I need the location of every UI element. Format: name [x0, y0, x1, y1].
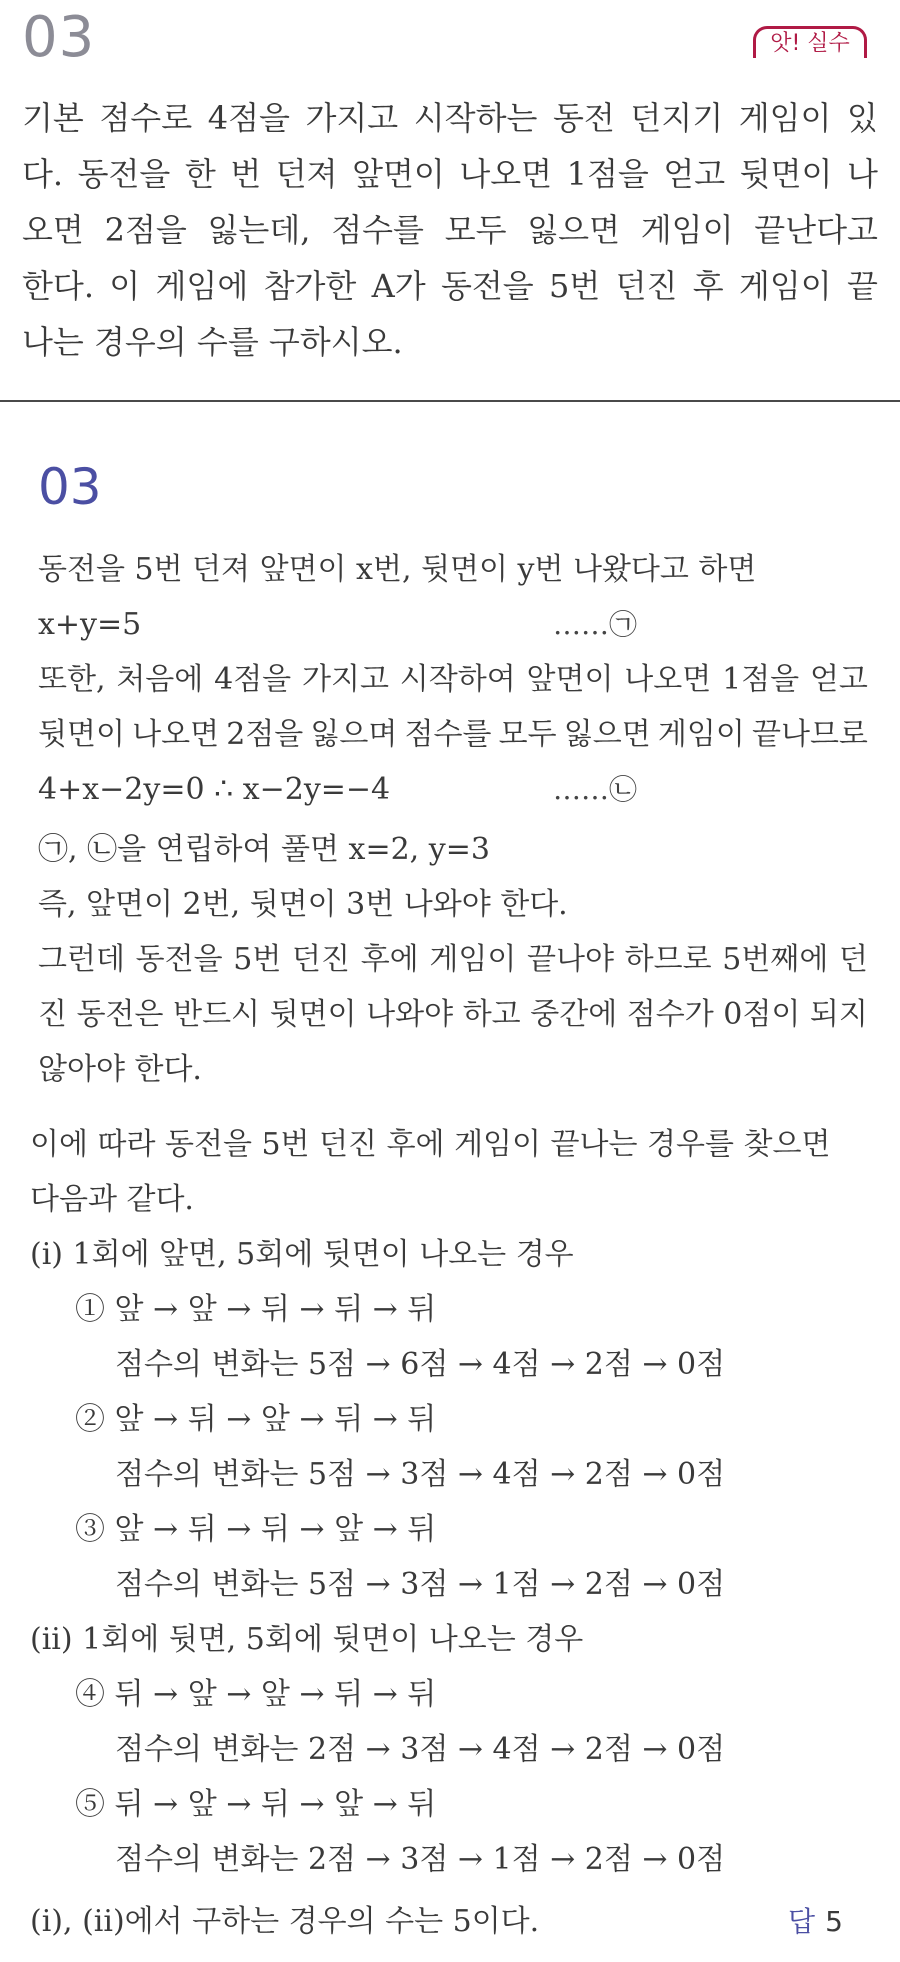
word: 모두: [498, 717, 557, 752]
equation-line: 4+x−2y=0 ∴ x−2y=−4: [38, 772, 391, 807]
word: 가지고: [301, 662, 389, 697]
case-sequence: ⑤ 뒤 → 앞 → 뒤 → 앞 → 뒤: [75, 1787, 437, 1822]
word: 뒷면이: [739, 155, 833, 193]
word: 게임이: [738, 267, 832, 305]
solution-line: 이에 따라 동전을 5번 던진 후에 게임이 끝나는 경우를 찾으면: [30, 1127, 831, 1162]
word: 한다.: [22, 267, 94, 305]
problem-line: [22, 258, 878, 314]
word: 5번: [548, 267, 601, 305]
word: 점수를: [404, 717, 492, 752]
answer-value: 5: [825, 1905, 843, 1938]
word: 던진: [292, 942, 351, 977]
word: 2점을: [226, 717, 304, 752]
word: 모두: [444, 211, 507, 249]
word: 동전: [552, 99, 615, 137]
word: 뒷면이: [38, 717, 125, 752]
word: 게임이: [738, 99, 832, 137]
word: 처음에: [116, 662, 204, 697]
word: 후에: [360, 942, 419, 977]
case-heading: (ii) 1회에 뒷면, 5회에 뒷면이 나오는 경우: [30, 1622, 584, 1657]
word: 4점을: [214, 662, 292, 697]
case-sequence: ① 앞 → 앞 → 뒤 → 뒤 → 뒤: [75, 1292, 437, 1327]
score-change: 점수의 변화는 5점 → 6점 → 4점 → 2점 → 0점: [115, 1347, 726, 1382]
solution-line: [38, 660, 868, 700]
word: 던진: [615, 267, 678, 305]
word: 다.: [22, 155, 64, 193]
word: 끝: [846, 267, 878, 305]
answer: [788, 1902, 843, 1942]
word: 동전을: [440, 267, 534, 305]
problem-number: 03: [22, 5, 96, 70]
case-sequence: ② 앞 → 뒤 → 앞 → 뒤 → 뒤: [75, 1402, 437, 1437]
solution-number: 03: [38, 458, 102, 516]
score-change: 점수의 변화는 5점 → 3점 → 4점 → 2점 → 0점: [115, 1457, 726, 1492]
word: 나: [846, 155, 878, 193]
solution-line: [38, 940, 868, 980]
word: 오면: [22, 211, 84, 249]
word: 점수가: [626, 997, 714, 1032]
word: 하므로: [624, 942, 712, 977]
mistake-badge: 앗! 실수: [753, 26, 867, 58]
word: 던: [839, 942, 868, 977]
equation-marker-1: ……㉠: [553, 608, 638, 641]
word: 뒷면이: [269, 997, 357, 1032]
word: 되지: [809, 997, 868, 1032]
word: 나오면: [624, 662, 712, 697]
solution-line: ㉠, ㉡을 연립하여 풀면 x=2, y=3: [38, 832, 490, 867]
word: 중간에: [530, 997, 618, 1032]
word: 1점을: [566, 155, 649, 193]
answer-label: 답: [788, 1905, 816, 1938]
case-sequence: ④ 뒤 → 앞 → 앞 → 뒤 → 뒤: [75, 1677, 437, 1712]
solution-line: 않아야 한다.: [38, 1052, 202, 1087]
equation-line: x+y=5: [38, 607, 142, 642]
word: A가: [371, 267, 426, 305]
conclusion-line: (i), (ii)에서 구하는 경우의 수는 5이다.: [30, 1904, 540, 1939]
word: 그런데: [38, 942, 125, 977]
word: 잃는데,: [207, 211, 311, 249]
solution-line: 즉, 앞면이 2번, 뒷면이 3번 나와야 한다.: [38, 887, 568, 922]
word: 한: [184, 155, 216, 193]
word: 기본: [22, 99, 84, 137]
word: 진: [38, 997, 67, 1032]
word: 끝나야: [527, 942, 614, 977]
word: 5번째에: [722, 942, 829, 977]
word: 얻고: [663, 155, 726, 193]
word: 던져: [275, 155, 338, 193]
solution-line: [38, 715, 868, 755]
word: 나오면: [459, 155, 553, 193]
word: 잃으면: [563, 717, 651, 752]
word: 반드시: [173, 997, 261, 1032]
solution-line: 다음과 같다.: [30, 1182, 194, 1217]
word: 있: [847, 99, 878, 137]
case-sequence: ③ 앞 → 뒤 → 뒤 → 앞 → 뒤: [75, 1512, 437, 1547]
word: 5번: [233, 942, 282, 977]
word: 점수를: [331, 211, 424, 249]
word: 끝난다고: [754, 211, 878, 249]
word: 가지고: [305, 99, 399, 137]
word: 0점이: [723, 997, 801, 1032]
word: 1점을: [722, 662, 800, 697]
score-change: 점수의 변화는 2점 → 3점 → 1점 → 2점 → 0점: [115, 1842, 726, 1877]
word: 하고: [462, 997, 521, 1032]
word: 번: [230, 155, 262, 193]
word: 잃으면: [527, 211, 621, 249]
score-change: 점수의 변화는 5점 → 3점 → 1점 → 2점 → 0점: [115, 1567, 726, 1602]
word: 4점을: [207, 99, 290, 137]
section-divider: [0, 400, 900, 402]
word: 시작하는: [413, 99, 538, 137]
word: 앞면이: [352, 155, 445, 193]
word: 동전을: [77, 155, 171, 193]
problem-text: [22, 90, 878, 370]
problem-line: [22, 202, 878, 258]
word: 나와야: [366, 997, 454, 1032]
word: 잃으며: [310, 717, 398, 752]
solution-line: 동전을 5번 던져 앞면이 x번, 뒷면이 y번 나왔다고 하면: [38, 552, 757, 587]
problem-line: [22, 90, 878, 146]
word: 게임이: [429, 942, 517, 977]
word: 이: [109, 267, 141, 305]
word: 후: [692, 267, 724, 305]
equation-marker-2: ……㉡: [553, 773, 638, 806]
word: 게임이: [640, 211, 734, 249]
word: 시작하여: [399, 662, 516, 697]
word: 동전은: [76, 997, 164, 1032]
problem-section: [0, 0, 900, 400]
word: 점수로: [99, 99, 193, 137]
word: 게임이: [657, 717, 745, 752]
word: 동전을: [135, 942, 223, 977]
word: 얻고: [809, 662, 868, 697]
case-heading: (i) 1회에 앞면, 5회에 뒷면이 나오는 경우: [30, 1237, 574, 1272]
word: 또한,: [38, 662, 106, 697]
problem-line: [22, 146, 878, 202]
word: 나오면: [132, 717, 220, 752]
solution-line: [38, 995, 868, 1035]
problem-line: 나는 경우의 수를 구하시오.: [22, 323, 403, 361]
word: 던지기: [630, 99, 724, 137]
score-change: 점수의 변화는 2점 → 3점 → 4점 → 2점 → 0점: [115, 1732, 726, 1767]
word: 게임에: [155, 267, 249, 305]
word: 앞면이: [526, 662, 614, 697]
word: 참가한: [263, 267, 357, 305]
word: 끝나므로: [751, 717, 868, 752]
word: 2점을: [104, 211, 187, 249]
